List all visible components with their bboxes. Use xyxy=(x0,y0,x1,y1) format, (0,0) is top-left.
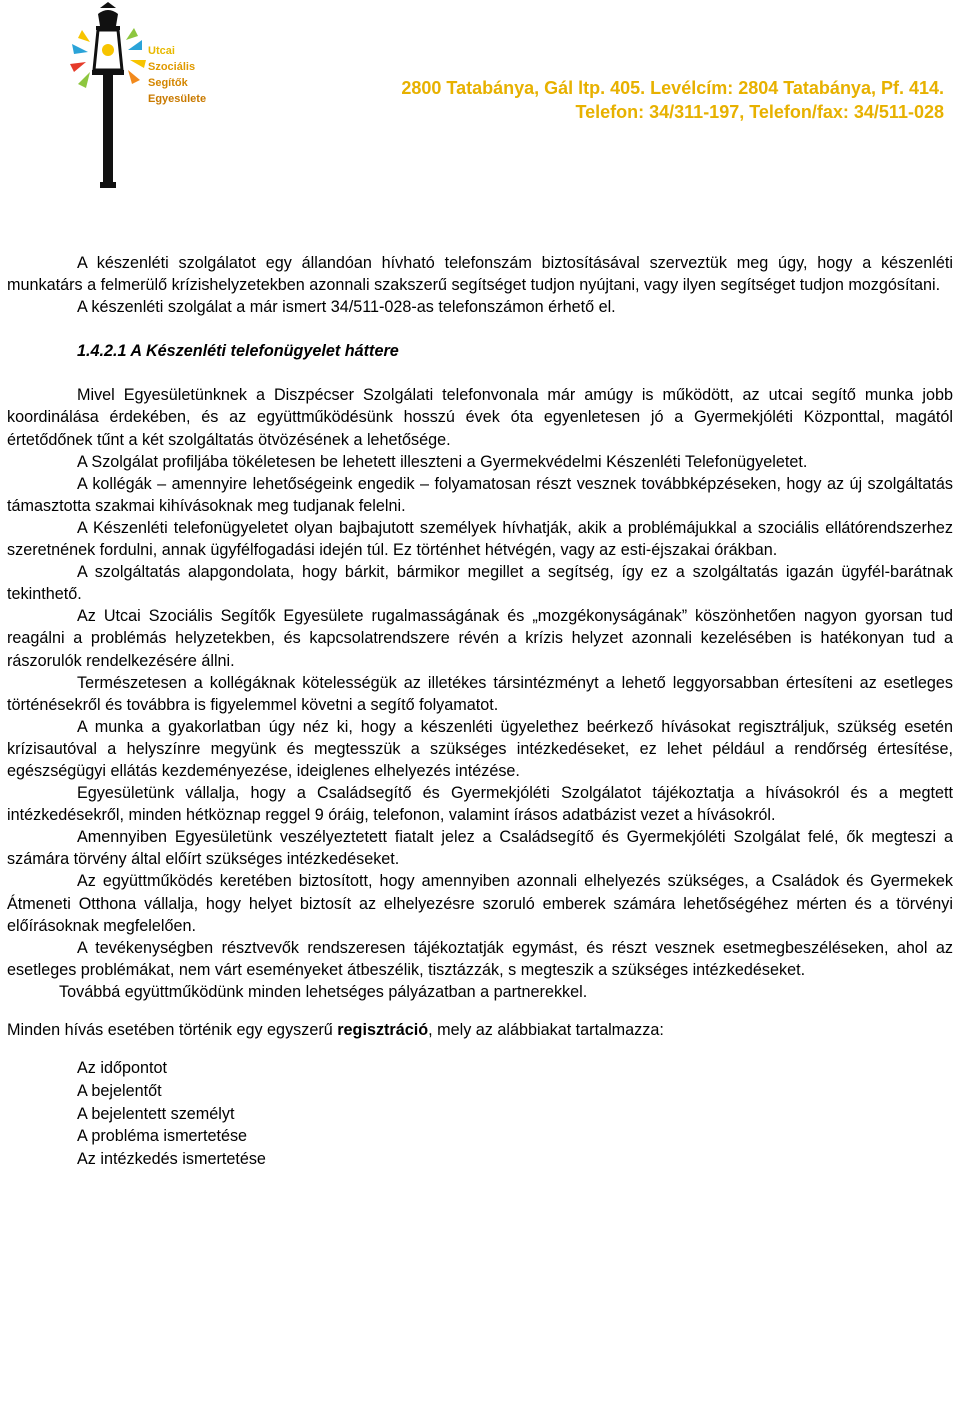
body-paragraph: Az Utcai Szociális Segítők Egyesülete rugalmasságának és „mozgékonyságának” köszönhetően nagyon gyorsan tud reagálni a problémás helyzetekben, és kapcsolatrendszere révén a krízis helyzet azonnali kezelésében is hatékonyan tud a rászorulók rendelkezésére állni. xyxy=(7,607,953,670)
logo-word: Utcai xyxy=(148,45,175,57)
body-paragraph: Az együttműködés keretében biztosított, hogy amennyiben azonnali elhelyezés szükséges, a Családok és Gyermekek Átmeneti Otthona vállalja, hogy helyet biztosít az elhelyezésre szoruló emberek számára lehetőségéhez mérten és a törvényi előírásoknak megfelelően. xyxy=(7,872,953,935)
registration-paragraph xyxy=(7,1019,953,1041)
logo-word: Egyesülete xyxy=(148,93,207,105)
header-contact xyxy=(401,76,944,124)
body-paragraph: Természetesen a kollégáknak kötelességük az illetékes társintézményt a lehető leggyorsabban értesíteni az esetleges történésekről és továbbra is figyelemmel követni a segítő folyamatot. xyxy=(7,673,953,714)
body-paragraph: A Készenléti telefonügyeletet olyan bajbajutott személyek hívhatják, akik a problémájukkal a szociális ellátórendszerhez szeretnének fordulni, annak ügyfélfogadási idején túl. Ez történhet hétvégén, vagy az esti-éjszakai órákban. xyxy=(7,518,953,560)
list-item: A bejelentett személyt xyxy=(77,1104,235,1123)
body-paragraph: A Szolgálat profiljába tökéletesen be lehetett illeszteni a Gyermekvédelmi Készenléti Telefonügyeletet. xyxy=(77,452,808,471)
list-item: Az intézkedés ismertetése xyxy=(77,1150,266,1169)
list-item: A bejelentőt xyxy=(77,1081,162,1100)
body-paragraph: A munka a gyakorlatban úgy néz ki, hogy a készenléti ügyelethez beérkező hívásokat regisztráljuk, szükség esetén krízisautóval a helyszínre megyünk és megtesszük a szükséges intézkedéseket, ez lehet például a rendőrség értesítése, egészségügyi ellátás kezdeményezése, ideiglenes elhelyezés intézése. xyxy=(7,717,953,780)
body-paragraph: Amennyiben Egyesületünk veszélyeztetett fiatalt jelez a Családsegítő és Gyermekjóléti Szolgálat felé, ők megteszi a számára törvény által előírt szükséges intézkedéseket. xyxy=(7,828,953,869)
body-paragraph: A tevékenységben résztvevők rendszeresen tájékoztatják egymást, és részt vesznek esetmegbeszéléseken, ahol az esetleges problémákat, nem várt eseményeket átbeszélik, tisztázzák, s megteszik a szükséges intézkedéseket. xyxy=(7,938,953,979)
closing-paragraph: Továbbá együttműködünk minden lehetséges pályázatban a partnerekkel. xyxy=(59,982,588,1001)
section-title: 1.4.2.1 A Készenléti telefonügyelet háttere xyxy=(77,342,399,361)
logo-word: Segítők xyxy=(148,77,188,89)
document-body xyxy=(7,252,953,1171)
list-item: A probléma ismertetése xyxy=(77,1127,248,1146)
header-phone: Telefon: 34/311-197, Telefon/fax: 34/511-028 xyxy=(575,102,944,122)
body-paragraph: A kollégák – amennyire lehetőségeink engedik – folyamatosan részt vesznek továbbképzéseken, hogy az új szolgáltatás támasztotta szakmai kihívásoknak meg tudjanak felelni. xyxy=(7,474,953,515)
intro-paragraph: A készenléti szolgálatot egy állandóan hívható telefonszám biztosításával szerveztük meg úgy, hogy a készenléti munkatárs a felmerülő krízishelyzetekben azonnali szakszerű segítséget tudjon nyújtani, vagy ilyen segítséget tudjon mozgósítani. xyxy=(7,254,953,295)
registration-text-before: Minden hívás esetében történik egy egyszerű xyxy=(7,1021,338,1039)
body-paragraph: Mivel Egyesületünknek a Diszpécser Szolgálati telefonvonala már amúgy is működött, az utcai segítő munka jobb koordinálása érdekében, és az együttműködésünk hosszú évek óta egyenletesen jó a Gyermekjóléti Központtal, magától értetődőnek tűnt a két szolgáltatás ötvözésének a lehetősége. xyxy=(7,386,953,449)
body-paragraph: Egyesületünk vállalja, hogy a Családsegítő és Gyermekjóléti Szolgálatot tájékoztatja a hívásokról és a megtett intézkedésekről, minden hétköznap reggel 9 óráig, telefonon, valamint írásos adatbázist vezet a hívásokról. xyxy=(7,784,953,825)
intro-phone-paragraph: A készenléti szolgálat a már ismert 34/511-028-as telefonszámon érhető el. xyxy=(77,298,616,317)
logo-word: Szociális xyxy=(148,61,196,73)
registration-items-list xyxy=(7,1057,953,1171)
body-paragraph: A szolgáltatás alapgondolata, hogy bárkit, bármikor megillet a segítség, így ez a szolgáltatás igazán ügyfél-barátnak tekinthető. xyxy=(7,563,953,604)
header-address: 2800 Tatabánya, Gál ltp. 405. Levélcím: 2804 Tatabánya, Pf. 414. xyxy=(401,78,944,98)
registration-keyword: regisztráció xyxy=(337,1021,429,1039)
logo-text xyxy=(148,43,206,107)
registration-text-after: , mely az alábbiakat tartalmazza: xyxy=(428,1021,664,1039)
list-item: Az időpontot xyxy=(77,1059,167,1078)
